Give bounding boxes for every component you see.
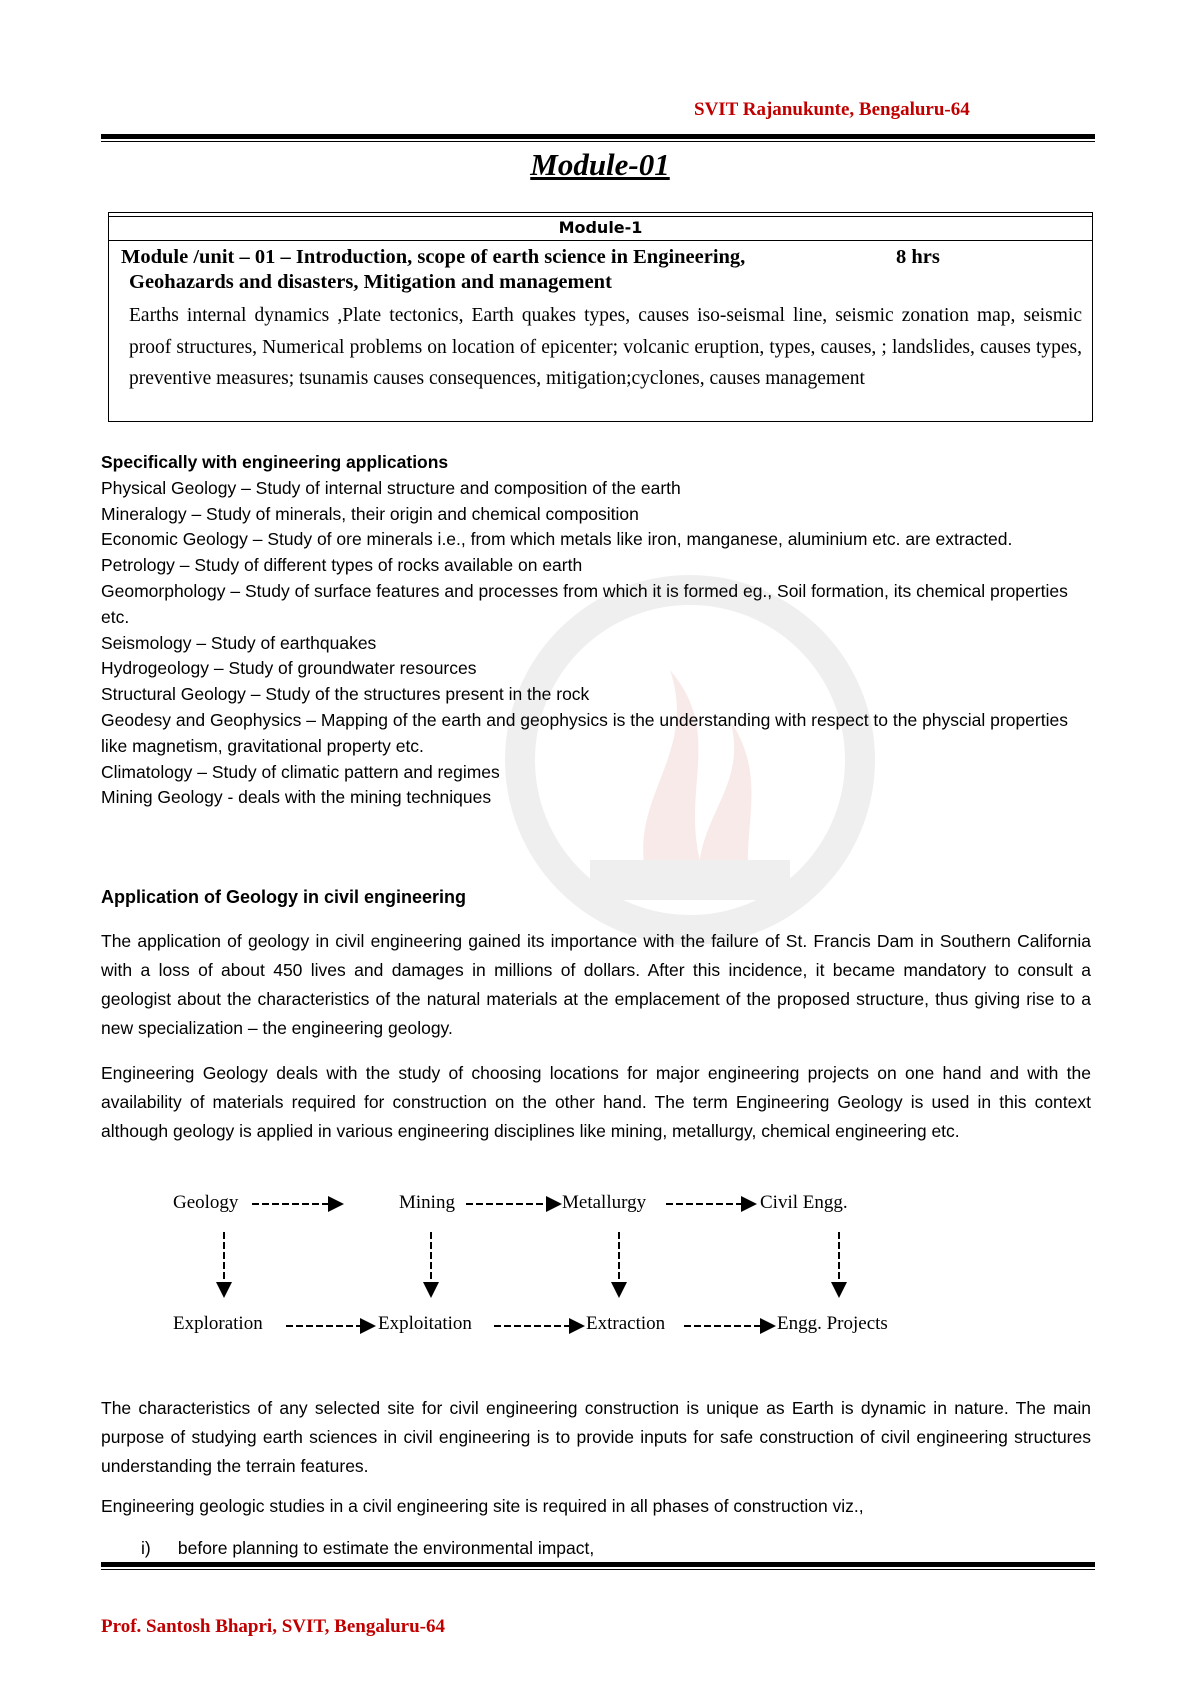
syllabus-table	[108, 212, 1093, 422]
diagram-node: Geology	[173, 1192, 239, 1213]
syllabus-heading: Module-1	[558, 218, 643, 237]
syllabus-body: Earths internal dynamics ,Plate tectonics, Earth quakes types, causes iso-seismal line, seismic zonation map, seismic proof structures, Numerical problems on location of epicenter; volcanic eruption, types, causes, ; landslides, causes types, preventive measures; tsunamis causes consequences, mitigation;cyclones, causes management	[129, 305, 1082, 389]
list-item-text: before planning to estimate the environmental impact,	[177, 1538, 595, 1558]
diagram-node: Engg. Projects	[777, 1313, 888, 1334]
diagram-node: Mining	[399, 1192, 455, 1213]
list-item-number: i)	[141, 1538, 151, 1558]
civil-paragraph-4: Engineering geologic studies in a civil engineering site is required in all phases of construction viz.,	[101, 1496, 864, 1516]
list-item: Geomorphology – Study of surface features and processes from which it is formed eg., Soil formation, its chemical properties etc.	[101, 580, 1068, 627]
syllabus-unit-title	[121, 242, 940, 272]
civil-paragraph-3: The characteristics of any selected site for civil engineering construction is unique as Earth is dynamic in nature. The main purpose of studying earth sciences in civil engineering is to provide inputs for safe construction of civil engineering structures understanding the terrain features.	[101, 1398, 1091, 1476]
list-item: Geodesy and Geophysics – Mapping of the earth and geophysics is the understanding with respect to the physcial properties like magnetism, gravitational property etc.	[101, 709, 1068, 756]
diagram-node: Civil Engg.	[760, 1192, 848, 1213]
civil-paragraph-2: Engineering Geology deals with the study of choosing locations for major engineering projects on one hand and with the availability of materials required for construction on the other hand. The term Engineering Geology is used in this context although geology is applied in various engineering disciplines like mining, metallurgy, chemical engineering etc.	[101, 1063, 1091, 1141]
syllabus-hours: 8 hrs	[896, 246, 940, 268]
list-item: Structural Geology – Study of the structures present in the rock	[101, 684, 590, 705]
diagram-node: Exploitation	[378, 1313, 472, 1334]
list-item: Physical Geology – Study of internal structure and composition of the earth	[101, 477, 681, 498]
footer-rule	[101, 1562, 1095, 1570]
footer-author: Prof. Santosh Bhapri, SVIT, Bengaluru-64	[101, 1616, 446, 1637]
diagram-node: Exploration	[173, 1313, 263, 1334]
syllabus-subtitle: Geohazards and disasters, Mitigation and management	[129, 271, 612, 293]
diagram-node: Extraction	[586, 1313, 666, 1334]
list-item: Mineralogy – Study of minerals, their origin and chemical composition	[101, 503, 639, 524]
applications-heading: Specifically with engineering applications	[101, 452, 449, 472]
syllabus-divider	[109, 240, 1092, 241]
list-item	[141, 1538, 1041, 1559]
list-item: Climatology – Study of climatic pattern and regimes	[101, 761, 500, 782]
list-item: Mining Geology - deals with the mining techniques	[101, 787, 492, 808]
civil-heading: Application of Geology in civil engineering	[101, 887, 467, 907]
list-item: Hydrogeology – Study of groundwater resources	[101, 658, 477, 679]
header-institution: SVIT Rajanukunte, Bengaluru-64	[694, 99, 970, 120]
list-item: Seismology – Study of earthquakes	[101, 632, 377, 653]
list-item: Economic Geology – Study of ore minerals i.e., from which metals like iron, manganese, aluminium etc. are extracted.	[101, 529, 1013, 550]
syllabus-unit-text: Module /unit – 01 – Introduction, scope of earth science in Engineering,	[121, 246, 746, 268]
diagram-node: Metallurgy	[562, 1192, 647, 1213]
civil-paragraph-1: The application of geology in civil engineering gained its importance with the failure of St. Francis Dam in Southern California with a loss of about 450 lives and damages in millions of dollars. After this incidence, it became mandatory to consult a geologist about the characteristics of the natural materials at the emplacement of the proposed structure, thus giving rise to a new specialization – the engineering geology.	[101, 931, 1091, 1038]
list-item: Petrology – Study of different types of rocks available on earth	[101, 555, 583, 576]
page-title: Module-01	[530, 147, 670, 182]
header-rule	[101, 134, 1095, 142]
applications-section	[101, 450, 1091, 811]
syllabus-top-bar	[109, 212, 1092, 217]
